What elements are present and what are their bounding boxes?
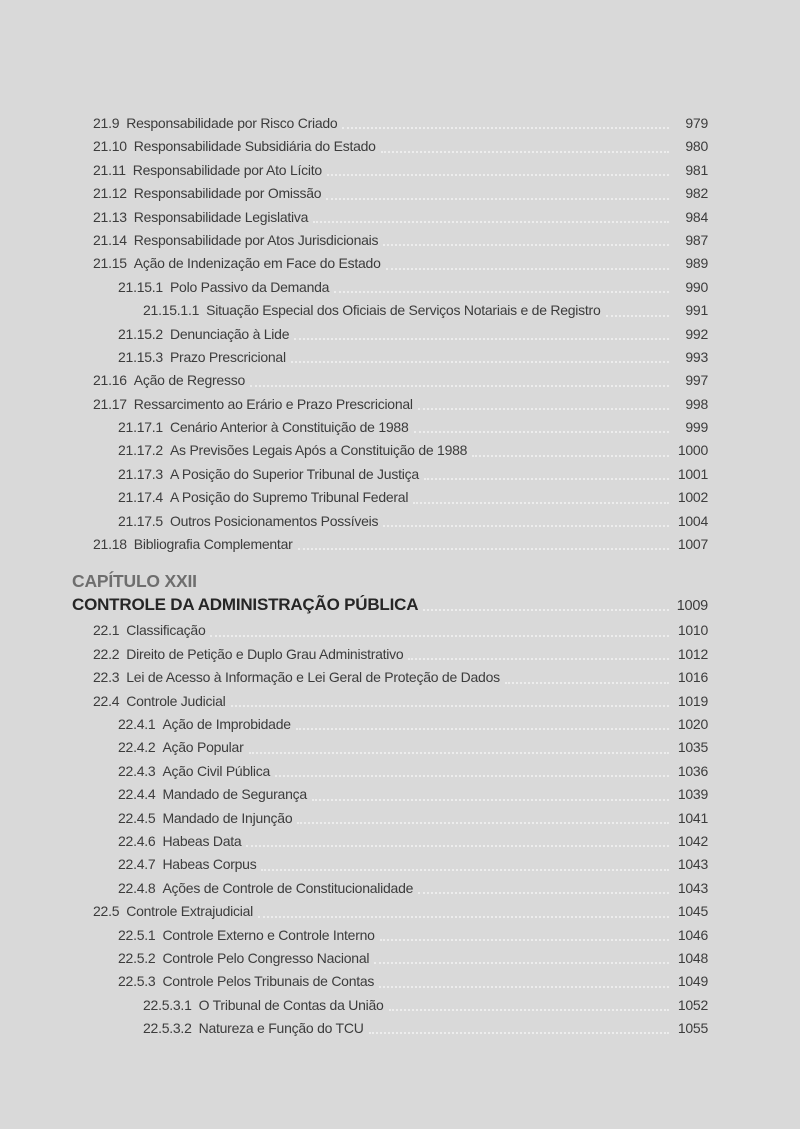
- dotted-leader: [606, 315, 669, 317]
- entry-number: 22.4.4: [118, 786, 156, 803]
- toc-entry: [72, 252, 708, 275]
- entry-number: 21.9: [93, 115, 120, 131]
- entry-number: 22.4.7: [118, 856, 156, 873]
- dotted-leader: [379, 986, 669, 988]
- toc-entry: [72, 159, 708, 182]
- toc-entry: [72, 970, 708, 993]
- toc-entry: [72, 783, 708, 806]
- entry-title: Lei de Acesso à Informação e Lei Geral de Proteção de Dados: [126, 669, 500, 686]
- toc-entry: [72, 533, 708, 556]
- entry-title: Ação Popular: [162, 739, 244, 756]
- toc-entry: [72, 346, 708, 369]
- entry-title: Ações de Controle de Constitucionalidade: [162, 879, 414, 896]
- entry-title: Ação de Improbidade: [162, 715, 291, 732]
- entry-page-number: 1001: [677, 465, 708, 482]
- entry-page-number: 990: [685, 278, 708, 295]
- entry-number: 21.17.4: [118, 489, 163, 506]
- dotted-leader: [505, 682, 669, 684]
- entry-page-number: 981: [685, 161, 708, 178]
- toc-entry: [72, 299, 708, 322]
- toc-entry: [72, 900, 708, 923]
- toc-entry: [72, 439, 708, 462]
- toc-entry: [72, 463, 708, 486]
- dotted-leader: [383, 525, 669, 527]
- entry-title: Prazo Prescricional: [169, 348, 286, 365]
- entry-page-number: 993: [685, 348, 708, 365]
- dotted-leader: [326, 198, 669, 200]
- dotted-leader: [414, 431, 670, 433]
- entry-page-number: 1042: [677, 832, 708, 849]
- entry-page-number: 1019: [677, 692, 708, 709]
- dotted-leader: [389, 1009, 669, 1011]
- dotted-leader: [408, 658, 669, 660]
- entry-page-number: 992: [685, 325, 708, 342]
- entry-title: A Posição do Supremo Tribunal Federal: [169, 489, 409, 506]
- entry-page-number: 998: [685, 395, 708, 412]
- dotted-leader: [297, 822, 669, 824]
- dotted-leader: [298, 548, 669, 550]
- toc-entry: [72, 619, 708, 642]
- entry-number: 22.5: [93, 903, 120, 920]
- dotted-leader: [246, 845, 669, 847]
- toc-entry: [72, 830, 708, 853]
- dotted-leader: [386, 268, 669, 270]
- entry-page-number: 1052: [677, 996, 708, 1013]
- entry-number: 21.15.3: [118, 348, 163, 365]
- entry-title: Responsabilidade por Ato Lícito: [132, 161, 322, 178]
- entry-number: 22.4.3: [118, 762, 156, 779]
- toc-entry: [72, 994, 708, 1017]
- entry-page-number: 1007: [677, 536, 708, 553]
- dotted-leader: [423, 609, 669, 611]
- dotted-leader: [374, 962, 669, 964]
- entry-page-number: 987: [685, 231, 708, 248]
- toc-entry: [72, 369, 708, 392]
- entry-title: Ressarcimento ao Erário e Prazo Prescricional: [133, 395, 413, 412]
- chapter-heading: [72, 569, 708, 617]
- toc-entry: [72, 760, 708, 783]
- dotted-leader: [275, 775, 669, 777]
- entry-number: 22.2: [93, 645, 120, 662]
- dotted-leader: [249, 752, 670, 754]
- toc-entry: [72, 807, 708, 830]
- entry-title: Cenário Anterior à Constituição de 1988: [169, 419, 409, 436]
- entry-page-number: 1055: [677, 1020, 708, 1037]
- entry-page-number: 1012: [677, 645, 708, 662]
- toc-entry: [72, 1017, 708, 1040]
- entry-page-number: 1043: [677, 879, 708, 896]
- dotted-leader: [258, 916, 669, 918]
- toc-entry: [72, 877, 708, 900]
- dotted-leader: [312, 799, 669, 801]
- entry-number: 21.17.1: [118, 419, 163, 436]
- entry-number: 21.18: [93, 536, 127, 553]
- entry-page-number: 1049: [677, 973, 708, 990]
- toc-entry: [72, 416, 708, 439]
- entry-number: 22.4.6: [118, 832, 156, 849]
- entry-title: Classificação: [126, 622, 206, 639]
- toc-entry: [72, 229, 708, 252]
- entry-page-number: 1043: [677, 856, 708, 873]
- toc-entry: [72, 713, 708, 736]
- entry-number: 22.4.2: [118, 739, 156, 756]
- toc-entry: [72, 947, 708, 970]
- entry-title: Controle Externo e Controle Interno: [162, 926, 375, 943]
- toc-list: [72, 112, 708, 1040]
- toc-entry: [72, 112, 708, 135]
- entry-page-number: 1045: [677, 903, 708, 920]
- entry-title: Natureza e Função do TCU: [198, 1020, 364, 1037]
- entry-number: 21.10: [93, 138, 127, 155]
- entry-number: 22.5.3.2: [143, 1020, 192, 1037]
- entry-number: 21.11: [93, 161, 126, 178]
- chapter-title-row: [72, 593, 708, 617]
- dotted-leader: [418, 408, 669, 410]
- entry-number: 21.17.2: [118, 442, 163, 459]
- toc-entry: [72, 666, 708, 689]
- entry-title: Bibliografia Complementar: [133, 536, 293, 553]
- dotted-leader: [294, 338, 669, 340]
- dotted-leader: [291, 361, 669, 363]
- entry-number: 21.14: [93, 231, 127, 248]
- entry-number: 21.17: [93, 395, 127, 412]
- dotted-leader: [413, 502, 669, 504]
- entry-title: Ação de Indenização em Face do Estado: [133, 255, 381, 272]
- entry-number: 22.5.3: [118, 973, 156, 990]
- toc-entry: [72, 206, 708, 229]
- entry-title: Situação Especial dos Oficiais de Serviços Notariais e de Registro: [206, 302, 601, 319]
- toc-entry: [72, 736, 708, 759]
- dotted-leader: [334, 291, 669, 293]
- entry-number: 22.4: [93, 692, 120, 709]
- entry-number: 21.15.2: [118, 325, 163, 342]
- entry-number: 21.15.1: [118, 278, 163, 295]
- entry-number: 21.17.5: [118, 512, 163, 529]
- entry-title: Direito de Petição e Duplo Grau Administrativo: [126, 645, 404, 662]
- entry-title: Denunciação à Lide: [169, 325, 290, 342]
- toc-entry: [72, 135, 708, 158]
- toc-entry: [72, 276, 708, 299]
- entry-page-number: 984: [685, 208, 708, 225]
- toc-entry: [72, 510, 708, 533]
- dotted-leader: [369, 1032, 669, 1034]
- entry-page-number: 1010: [677, 622, 708, 639]
- entry-number: 22.5.3.1: [143, 996, 192, 1013]
- entry-page-number: 979: [685, 115, 708, 131]
- chapter-title: CONTROLE DA ADMINISTRAÇÃO PÚBLICA: [72, 595, 419, 615]
- dotted-leader: [424, 478, 669, 480]
- entry-page-number: 1036: [677, 762, 708, 779]
- entry-number: 21.15: [93, 255, 127, 272]
- entry-title: Responsabilidade por Omissão: [133, 185, 322, 202]
- toc-entry: [72, 182, 708, 205]
- entry-page-number: 1035: [677, 739, 708, 756]
- toc-entry: [72, 690, 708, 713]
- entry-page-number: 980: [685, 138, 708, 155]
- entry-page-number: 989: [685, 255, 708, 272]
- entry-page-number: 991: [685, 302, 708, 319]
- dotted-leader: [210, 635, 669, 637]
- entry-number: 22.4.1: [118, 715, 156, 732]
- entry-number: 21.17.3: [118, 465, 163, 482]
- dotted-leader: [296, 728, 669, 730]
- entry-number: 21.12: [93, 185, 127, 202]
- dotted-leader: [381, 151, 669, 153]
- entry-number: 22.3: [93, 669, 120, 686]
- entry-title: Controle Extrajudicial: [126, 903, 254, 920]
- entry-title: O Tribunal de Contas da União: [198, 996, 384, 1013]
- entry-title: Outros Posicionamentos Possíveis: [169, 512, 379, 529]
- entry-title: Responsabilidade por Risco Criado: [126, 115, 338, 131]
- entry-page-number: 1016: [677, 669, 708, 686]
- chapter-page-number: 1009: [676, 598, 708, 615]
- toc-entry: [72, 486, 708, 509]
- toc-entry: [72, 323, 708, 346]
- entry-title: Controle Judicial: [126, 692, 226, 709]
- entry-title: A Posição do Superior Tribunal de Justiça: [169, 465, 419, 482]
- toc-entry: [72, 924, 708, 947]
- entry-title: Polo Passivo da Demanda: [169, 278, 330, 295]
- entry-page-number: 1039: [677, 786, 708, 803]
- dotted-leader: [472, 455, 669, 457]
- entry-title: Mandado de Injunção: [162, 809, 293, 826]
- entry-page-number: 1000: [677, 442, 708, 459]
- entry-number: 21.15.1.1: [143, 302, 200, 319]
- dotted-leader: [250, 385, 669, 387]
- entry-page-number: 1004: [677, 512, 708, 529]
- entry-number: 22.4.5: [118, 809, 156, 826]
- entry-title: Responsabilidade Subsidiária do Estado: [133, 138, 376, 155]
- entry-number: 21.13: [93, 208, 127, 225]
- entry-page-number: 1048: [677, 949, 708, 966]
- entry-number: 22.1: [93, 622, 120, 639]
- entry-title: Controle Pelos Tribunais de Contas: [162, 973, 375, 990]
- entry-title: Responsabilidade Legislativa: [133, 208, 309, 225]
- toc-entry: [72, 643, 708, 666]
- entry-title: Habeas Corpus: [162, 856, 257, 873]
- dotted-leader: [380, 939, 669, 941]
- dotted-leader: [231, 705, 670, 707]
- dotted-leader: [383, 244, 669, 246]
- entry-title: Ação Civil Pública: [162, 762, 270, 779]
- entry-title: Controle Pelo Congresso Nacional: [162, 949, 370, 966]
- entry-page-number: 982: [685, 185, 708, 202]
- dotted-leader: [418, 892, 669, 894]
- entry-page-number: 1046: [677, 926, 708, 943]
- dotted-leader: [313, 221, 669, 223]
- entry-page-number: 999: [685, 419, 708, 436]
- entry-number: 22.5.2: [118, 949, 156, 966]
- entry-title: Mandado de Segurança: [162, 786, 307, 803]
- entry-title: Ação de Regresso: [133, 372, 245, 389]
- dotted-leader: [261, 869, 669, 871]
- dotted-leader: [342, 127, 669, 129]
- entry-title: Habeas Data: [162, 832, 242, 849]
- entry-title: Responsabilidade por Atos Jurisdicionais: [133, 231, 379, 248]
- toc-entry: [72, 393, 708, 416]
- entry-number: 22.5.1: [118, 926, 156, 943]
- entry-page-number: 1002: [677, 489, 708, 506]
- dotted-leader: [327, 174, 669, 176]
- entry-number: 22.4.8: [118, 879, 156, 896]
- entry-number: 21.16: [93, 372, 127, 389]
- entry-title: As Previsões Legais Após a Constituição de 1988: [169, 442, 468, 459]
- entry-page-number: 1020: [677, 715, 708, 732]
- entry-page-number: 997: [685, 372, 708, 389]
- chapter-label: CAPÍTULO XXII: [72, 571, 197, 592]
- toc-entry: [72, 853, 708, 876]
- entry-page-number: 1041: [677, 809, 708, 826]
